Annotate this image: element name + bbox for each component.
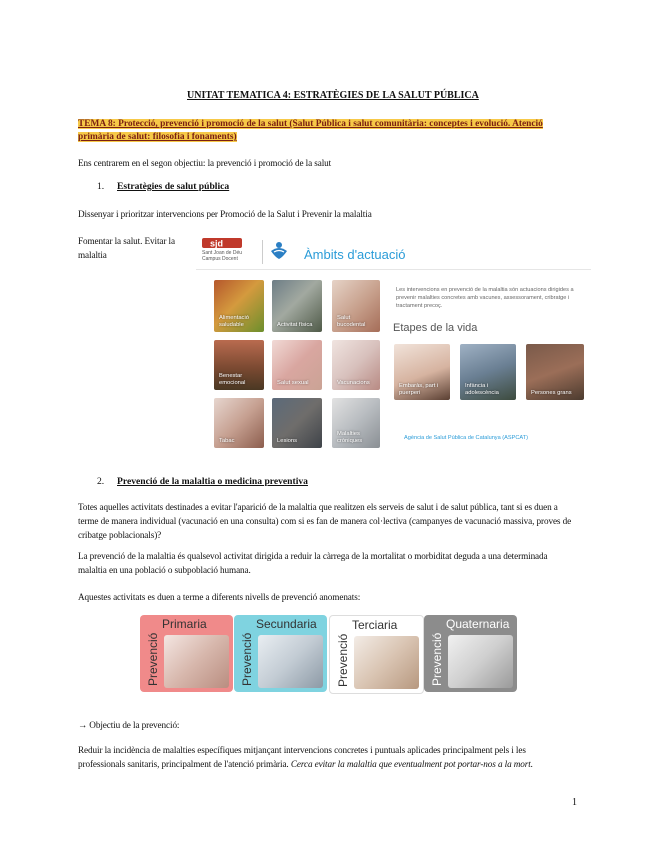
- tile-salut-sexual[interactable]: [272, 340, 322, 390]
- svg-text:sjd: sjd: [210, 238, 224, 248]
- tile-label: Malalties cròniques: [337, 431, 363, 444]
- prevention-primaria: [140, 615, 233, 692]
- section1-title: Estratègies de salut pública: [117, 181, 230, 192]
- vertical-label: [236, 628, 256, 688]
- tile-alimentacio[interactable]: [214, 280, 264, 332]
- prevention-terciaria: [329, 615, 424, 694]
- vertical-label: [332, 629, 352, 689]
- vertical-label: [142, 628, 162, 688]
- tile-persones-grans[interactable]: [526, 344, 584, 400]
- tema-text: TEMA 8: Protecció, prevenció i promoció de la salut (Salut Pública i salut comunitària: conceptes i evolució. Atenció primària de salut: filosofia i fonaments): [78, 119, 543, 142]
- tile-malalties-croniques[interactable]: [332, 398, 380, 448]
- level-name: Secundaria: [256, 617, 317, 631]
- tile-label: Embaràs, part i puerperi: [399, 383, 439, 396]
- logo-divider: [262, 240, 263, 264]
- tile-lesions[interactable]: [272, 398, 322, 448]
- section2-title: Prevenció de la malaltia o medicina preventiva: [117, 476, 308, 487]
- level-photo: [164, 635, 229, 688]
- ambits-title: Àmbits d'actuació: [304, 247, 406, 262]
- tema-heading: [78, 118, 563, 144]
- level-name: Terciaria: [352, 618, 398, 632]
- header-rule: [196, 269, 591, 270]
- tile-label: Activitat física: [277, 322, 313, 328]
- vertical-text: Prevenció: [240, 632, 254, 686]
- tile-activitat-fisica[interactable]: [272, 280, 322, 332]
- intro-paragraph: Ens centrarem en el segon objectiu: la prevenció i promoció de la salut: [78, 158, 332, 168]
- level-name: Primaria: [162, 617, 207, 631]
- reduir-italic: Cerca evitar la malaltia que eventualment pot portar-nos a la mort.: [290, 759, 533, 769]
- aspcat-hands-icon: [268, 239, 290, 261]
- etapes-title: Etapes de la vida: [393, 322, 478, 334]
- level-photo: [354, 636, 419, 689]
- reduir-text: Reduir la incidència de malalties específiques mitjançant intervencions concretes i puntuals aplicades principalment pels i les professionals sanitaris, principalment de l'atenció primària.: [78, 745, 526, 769]
- tile-embaras[interactable]: [394, 344, 450, 400]
- prevention-secundaria: [234, 615, 327, 692]
- infographic-description: Les intervencions en prevenció de la malaltia són actuacions dirigides a prevenir malalties concretes amb vacunes, assessorament, cribratge i tractament precoç.: [396, 287, 574, 309]
- tile-label: Benestar emocional: [219, 373, 246, 386]
- sjd-logo: [196, 238, 260, 268]
- prevencio-paragraph: La prevenció de la malaltia és qualsevol activitat dirigida a reduir la càrrega de la mortalitat o morbiditat deguda a una determinada malaltia en una població o subpoblació humana.: [78, 551, 548, 575]
- dissenyar-paragraph: Dissenyar i prioritzar intervencions per Promoció de la Salut i Prevenir la malaltia: [78, 209, 372, 219]
- fomentar-paragraph: Fomentar la salut. Evitar la malaltia: [78, 236, 175, 260]
- tile-label: Infància i adolescència: [465, 383, 499, 396]
- section2-heading: [97, 476, 308, 487]
- tile-label: Lesions: [277, 438, 297, 444]
- logo-subtitle: Sant Joan de Déu Campus Docent: [202, 250, 243, 262]
- section1-heading: [97, 181, 229, 192]
- totes-paragraph: Totes aquelles activitats destinades a evitar l'aparició de la malaltia que realitzen els serveis de salut i de salut pública, tant si es duen a terme de manera individual (vacunació en una consulta) com si es fan de manera col·lectiva (campanyes de vacunació massiva, proves de cribatge poblacionals)?: [78, 502, 572, 540]
- vertical-text: Prevenció: [336, 633, 350, 687]
- tile-infancia[interactable]: [460, 344, 516, 400]
- aquestes-paragraph: Aquestes activitats es duen a terme a diferents nivells de prevenció anomenats:: [78, 592, 361, 602]
- tile-label: Salut bucodental: [337, 315, 366, 328]
- tile-benestar-emocional[interactable]: [214, 340, 264, 390]
- objectiu-heading: → Objectiu de la prevenció:: [78, 720, 180, 730]
- tile-label: Persones grans: [531, 390, 572, 396]
- tile-vacunacions[interactable]: [332, 340, 380, 390]
- reduir-paragraph: [78, 743, 573, 771]
- agencia-credit[interactable]: Agència de Salut Pública de Catalunya (ASPCAT): [404, 435, 528, 441]
- tile-tabac[interactable]: [214, 398, 264, 448]
- vertical-text: Prevenció: [146, 632, 160, 686]
- vertical-text: Prevenció: [430, 632, 444, 686]
- prevention-quaternaria: [424, 615, 517, 692]
- page-number: 1: [572, 797, 577, 808]
- tile-label: Vacunacions: [337, 380, 370, 386]
- ambits-infographic: [196, 236, 591, 454]
- level-name: Quaternaria: [446, 617, 510, 631]
- level-photo: [448, 635, 513, 688]
- vertical-label: [426, 628, 446, 688]
- document-title: UNITAT TEMATICA 4: ESTRATÈGIES DE LA SALUT PÚBLICA: [187, 90, 479, 101]
- section1-number: 1.: [97, 181, 105, 192]
- section2-number: 2.: [97, 476, 105, 487]
- tile-salut-bucodental[interactable]: [332, 280, 380, 332]
- tile-label: Alimentació saludable: [219, 315, 249, 328]
- tile-label: Salut sexual: [277, 380, 309, 386]
- tile-label: Tabac: [219, 438, 235, 444]
- level-photo: [258, 635, 323, 688]
